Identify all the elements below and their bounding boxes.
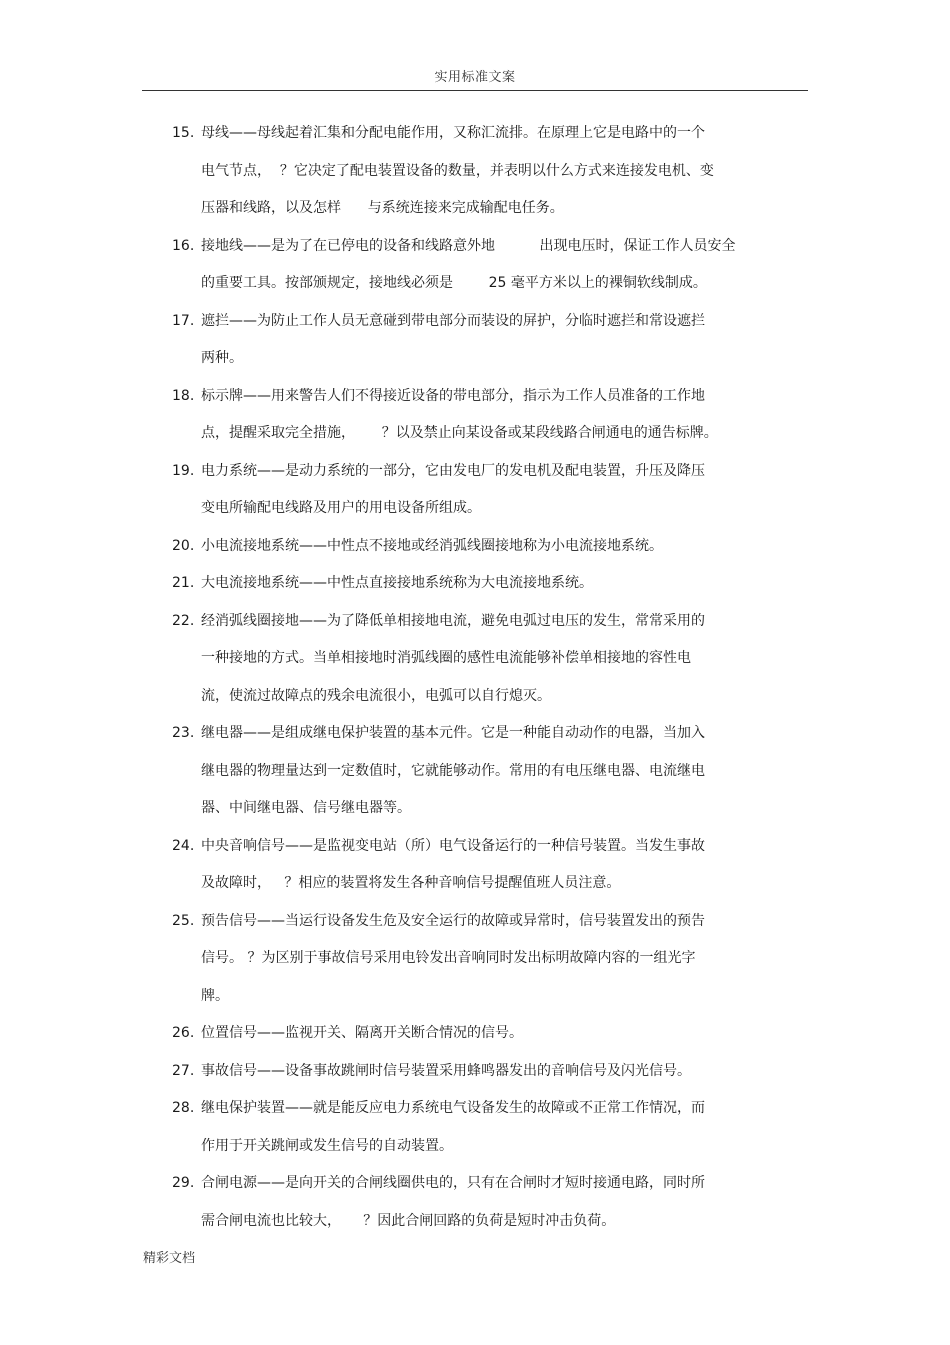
entry-line: 事故信号——设备事故跳闸时信号装置采用蜂鸣器发出的音响信号及闪光信号。 bbox=[201, 1062, 691, 1079]
entry-line: 器、中间继电器、信号继电器等。 bbox=[201, 800, 411, 816]
definition-entry-27 bbox=[172, 1053, 792, 1091]
entry-line: 电力系统——是动力系统的一部分，它由发电厂的发电机及配电装置，升压及降压 bbox=[201, 462, 705, 479]
entry-number: 26. bbox=[172, 1025, 195, 1041]
entry-line: 合闸电源——是向开关的合闸线圈供电的，只有在合闸时才短时接通电路，同时所 bbox=[201, 1175, 705, 1191]
entry-number: 18. bbox=[172, 387, 195, 404]
entry-number: 29. bbox=[172, 1175, 195, 1191]
entry-line: 的重要工具。按部颁规定，接地线必须是 25 毫平方米以上的裸铜软线制成。 bbox=[201, 275, 707, 291]
entry-number: 21. bbox=[172, 575, 195, 591]
entry-line: 电气节点， ？它决定了配电装置设备的数量，并表明以什么方式来连接发电机、变 bbox=[201, 162, 714, 179]
definition-entry-15 bbox=[172, 115, 792, 228]
entry-line: 继电器的物理量达到一定数值时，它就能够动作。常用的有电压继电器、电流继电 bbox=[201, 762, 705, 779]
definition-entry-18 bbox=[172, 378, 792, 453]
entry-number: 22. bbox=[172, 612, 195, 629]
definition-entry-21 bbox=[172, 565, 792, 603]
entry-number: 28. bbox=[172, 1100, 195, 1116]
entry-line: 作用于开关跳闸或发生信号的自动装置。 bbox=[201, 1137, 453, 1154]
entry-line: 一种接地的方式。当单相接地时消弧线圈的感性电流能够补偿单相接地的容性电 bbox=[201, 650, 691, 666]
page-header: 实用标准文案 bbox=[434, 70, 516, 85]
definition-entry-16 bbox=[172, 228, 792, 303]
entry-number: 24. bbox=[172, 837, 195, 854]
definition-entry-29 bbox=[172, 1165, 792, 1240]
entry-line: 大电流接地系统——中性点直接接地系统称为大电流接地系统。 bbox=[201, 575, 593, 591]
entry-line: 预告信号——当运行设备发生危及安全运行的故障或异常时，信号装置发出的预告 bbox=[201, 912, 705, 929]
entry-line: 中央音响信号——是监视变电站（所）电气设备运行的一种信号装置。当发生事故 bbox=[201, 837, 705, 854]
entry-number: 25. bbox=[172, 912, 195, 929]
entry-line: 继电器——是组成继电保护装置的基本元件。它是一种能自动动作的电器，当加入 bbox=[201, 725, 705, 741]
definition-entry-22 bbox=[172, 603, 792, 716]
entry-line: 位置信号——监视开关、隔离开关断合情况的信号。 bbox=[201, 1025, 523, 1041]
document-body bbox=[172, 115, 792, 1240]
entry-line: 牌。 bbox=[201, 987, 229, 1004]
entry-line: 变电所输配电线路及用户的用电设备所组成。 bbox=[201, 500, 481, 516]
entry-line: 压器和线路，以及怎样 与系统连接来完成输配电任务。 bbox=[201, 200, 564, 216]
entry-line: 遮拦——为防止工作人员无意碰到带电部分而装设的屏护，分临时遮拦和常设遮拦 bbox=[201, 312, 705, 329]
entry-number: 20. bbox=[172, 537, 195, 554]
entry-line: 接地线——是为了在已停电的设备和线路意外地 出现电压时，保证工作人员安全 bbox=[201, 237, 736, 254]
definition-entry-26 bbox=[172, 1015, 792, 1053]
entry-number: 19. bbox=[172, 462, 195, 479]
entry-number: 23. bbox=[172, 725, 195, 741]
definition-entry-28 bbox=[172, 1090, 792, 1165]
entry-line: 标示牌——用来警告人们不得接近设备的带电部分，指示为工作人员准备的工作地 bbox=[201, 387, 705, 404]
entry-number: 16. bbox=[172, 237, 195, 254]
entry-line: 两种。 bbox=[201, 350, 243, 366]
entry-line: 继电保护装置——就是能反应电力系统电气设备发生的故障或不正常工作情况，而 bbox=[201, 1100, 705, 1116]
definition-entry-20 bbox=[172, 528, 792, 566]
entry-line: 经消弧线圈接地——为了降低单相接地电流，避免电弧过电压的发生，常常采用的 bbox=[201, 612, 705, 629]
definition-entry-25 bbox=[172, 903, 792, 1016]
entry-line: 信号。 ？为区别于事故信号采用电铃发出音响同时发出标明故障内容的一组光字 bbox=[201, 950, 696, 966]
entry-number: 15. bbox=[172, 125, 195, 141]
entry-line: 需合闸电流也比较大， ？因此合闸回路的负荷是短时冲击负荷。 bbox=[201, 1212, 616, 1229]
definition-entry-17 bbox=[172, 303, 792, 378]
entry-line: 及故障时， ？相应的装置将发生各种音响信号提醒值班人员注意。 bbox=[201, 875, 621, 891]
definition-entry-23 bbox=[172, 715, 792, 828]
entry-number: 17. bbox=[172, 312, 195, 329]
definition-entry-24 bbox=[172, 828, 792, 903]
page-footer: 精彩文档 bbox=[143, 1251, 196, 1266]
entry-line: 母线——母线起着汇集和分配电能作用，又称汇流排。在原理上它是电路中的一个 bbox=[201, 125, 705, 141]
definition-entry-19 bbox=[172, 453, 792, 528]
header-divider bbox=[142, 90, 808, 91]
entry-line: 流，使流过故障点的残余电流很小，电弧可以自行熄灭。 bbox=[201, 687, 551, 704]
entry-line: 点，提醒采取完全措施， ？以及禁止向某设备或某段线路合闸通电的通告标牌。 bbox=[201, 425, 718, 441]
entry-number: 27. bbox=[172, 1062, 195, 1079]
entry-line: 小电流接地系统——中性点不接地或经消弧线圈接地称为小电流接地系统。 bbox=[201, 537, 663, 554]
